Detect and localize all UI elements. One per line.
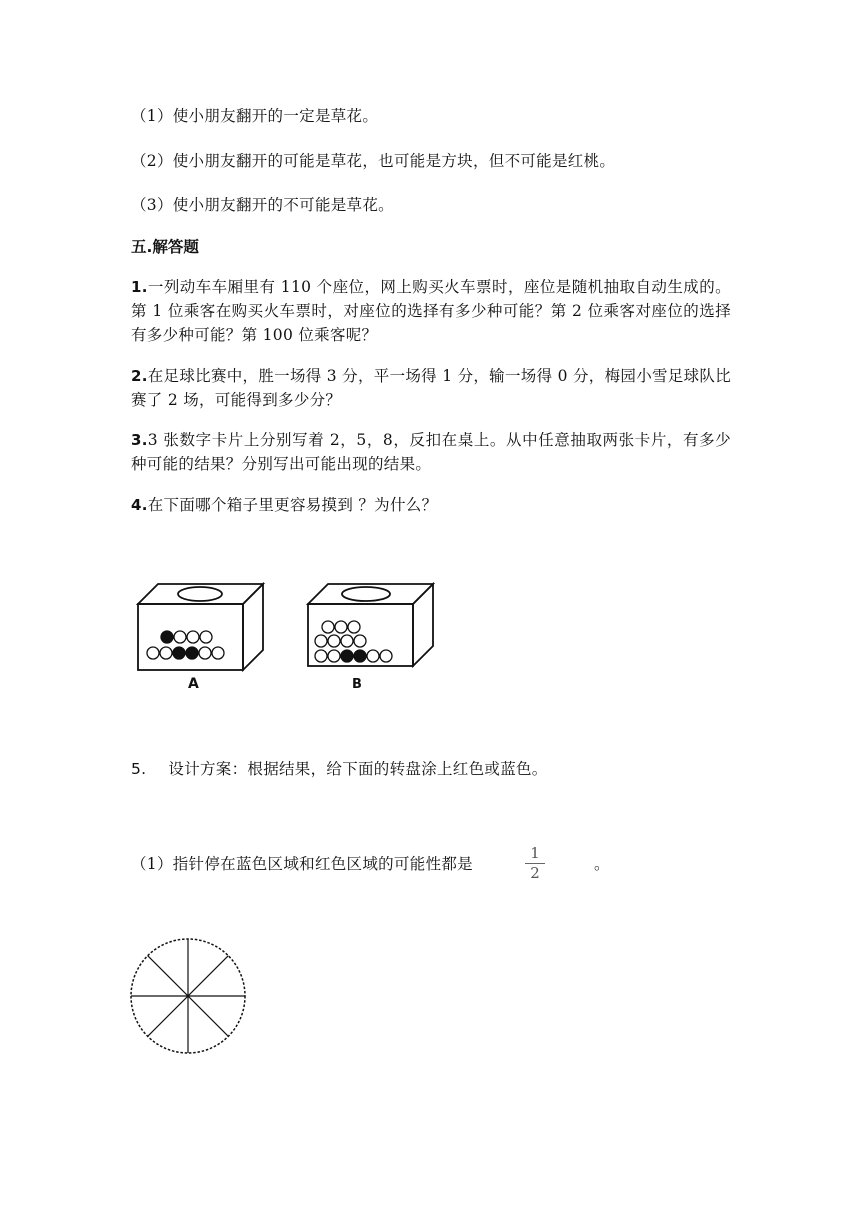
sentence-end: 。	[594, 855, 610, 873]
spinner-figure	[126, 935, 251, 1060]
question-3	[131, 428, 731, 476]
box-a-label: A	[188, 676, 199, 692]
sub-item-3: （3）使小朋友翻开的不可能是草花。	[131, 196, 394, 214]
question-number: 3.	[131, 431, 148, 449]
white-ball	[199, 647, 211, 659]
question-text: 在下面哪个箱子里更容易摸到 ？为什么？	[147, 496, 438, 514]
white-ball	[212, 647, 224, 659]
black-ball	[173, 647, 185, 659]
question-4	[131, 493, 731, 517]
white-ball	[315, 650, 327, 662]
white-ball	[341, 635, 353, 647]
white-ball	[160, 647, 172, 659]
white-ball	[348, 621, 360, 633]
white-ball	[328, 650, 340, 662]
white-ball	[367, 650, 379, 662]
white-ball	[200, 631, 212, 643]
question-5	[131, 757, 548, 779]
section-title: 五.解答题	[131, 238, 199, 256]
white-ball	[328, 635, 340, 647]
question-number: 5.	[131, 760, 147, 778]
question-text: 设计方案：根据结果，给下面的转盘涂上红色或蓝色。	[168, 760, 548, 778]
white-ball	[335, 621, 347, 633]
fraction-denominator: 2	[530, 864, 540, 882]
black-ball	[354, 650, 366, 662]
fraction-numerator: 1	[530, 844, 540, 862]
box-b-balls	[315, 621, 392, 662]
white-ball	[187, 631, 199, 643]
white-ball	[174, 631, 186, 643]
question-number: 1.	[131, 278, 148, 296]
fraction-one-half	[523, 845, 547, 882]
question-text: 3 张数字卡片上分别写着 2，5，8，反扣在桌上。从中任意抽取两张卡片，有多少种可能的结果？分别写出可能出现的结果。	[131, 431, 731, 473]
black-ball	[341, 650, 353, 662]
question-number: 4.	[131, 496, 148, 514]
boxes-figure	[128, 578, 448, 698]
box-a-balls	[147, 631, 224, 659]
question-text: 在足球比赛中，胜一场得 3 分，平一场得 1 分，输一场得 0 分，梅园小雪足球队比赛了 2 场，可能得到多少分？	[131, 367, 731, 409]
sub-item-1: （1）使小朋友翻开的一定是草花。	[131, 107, 379, 125]
sub-item-2: （2）使小朋友翻开的可能是草花，也可能是方块，但不可能是红桃。	[131, 152, 616, 170]
white-ball	[354, 635, 366, 647]
white-ball	[147, 647, 159, 659]
box-b-label: B	[352, 677, 362, 692]
q5-sub-item-1: （1）指针停在蓝色区域和红色区域的可能性都是	[131, 855, 473, 873]
spinner-sector-lines	[131, 939, 245, 1053]
white-ball	[322, 621, 334, 633]
white-ball	[380, 650, 392, 662]
question-number: 2.	[131, 367, 148, 385]
question-text: 一列动车车厢里有 110 个座位，网上购买火车票时，座位是随机抽取自动生成的。第 1 位乘客在购买火车票时，对座位的选择有多少种可能？第 2 位乘客对座位的选择有多少种可能？第 100 位乘客呢？	[131, 278, 731, 344]
question-1	[131, 275, 731, 347]
black-ball	[161, 631, 173, 643]
white-ball	[315, 635, 327, 647]
question-2	[131, 364, 731, 412]
black-ball	[186, 647, 198, 659]
